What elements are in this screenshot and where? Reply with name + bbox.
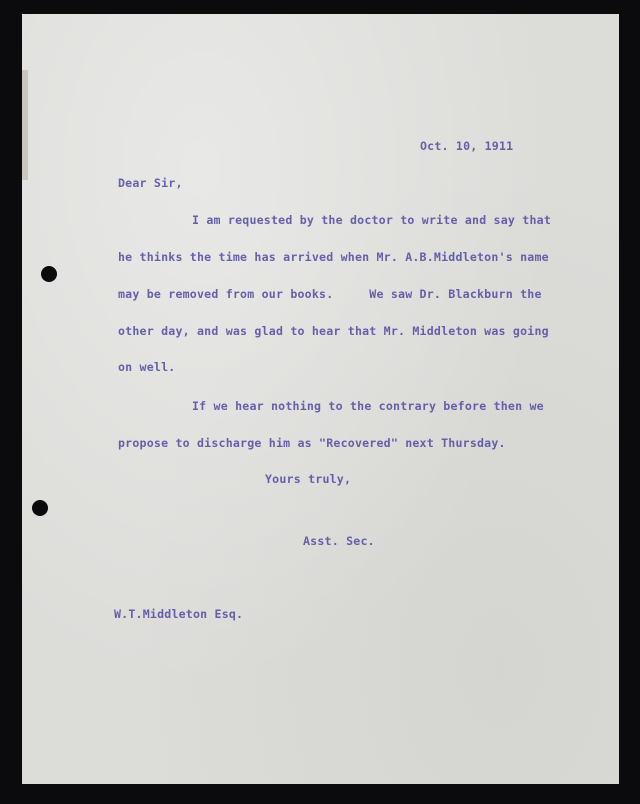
- paragraph-1-line-4: other day, and was glad to hear that Mr. Middleton was going: [118, 324, 549, 338]
- paragraph-1-line-1: I am requested by the doctor to write and say that: [192, 213, 552, 227]
- addressee: W.T.Middleton Esq.: [114, 607, 244, 621]
- paper-tab-edge: [22, 70, 28, 180]
- punch-hole: [41, 266, 57, 282]
- letter-date: Oct. 10, 1911: [420, 139, 514, 153]
- paragraph-1-line-3: may be removed from our books. We saw Dr. Blackburn the: [118, 287, 542, 301]
- paragraph-2-line-1: If we hear nothing to the contrary before then we: [192, 399, 544, 413]
- punch-hole: [32, 500, 48, 516]
- letter-closing: Yours truly,: [265, 472, 352, 486]
- paragraph-2-line-2: propose to discharge him as "Recovered" next Thursday.: [118, 436, 506, 450]
- signature-title: Asst. Sec.: [303, 534, 375, 548]
- paragraph-1-line-5: on well.: [118, 360, 176, 374]
- paragraph-1-line-2: he thinks the time has arrived when Mr. A.B.Middleton's name: [118, 250, 549, 264]
- letter-salutation: Dear Sir,: [118, 176, 183, 190]
